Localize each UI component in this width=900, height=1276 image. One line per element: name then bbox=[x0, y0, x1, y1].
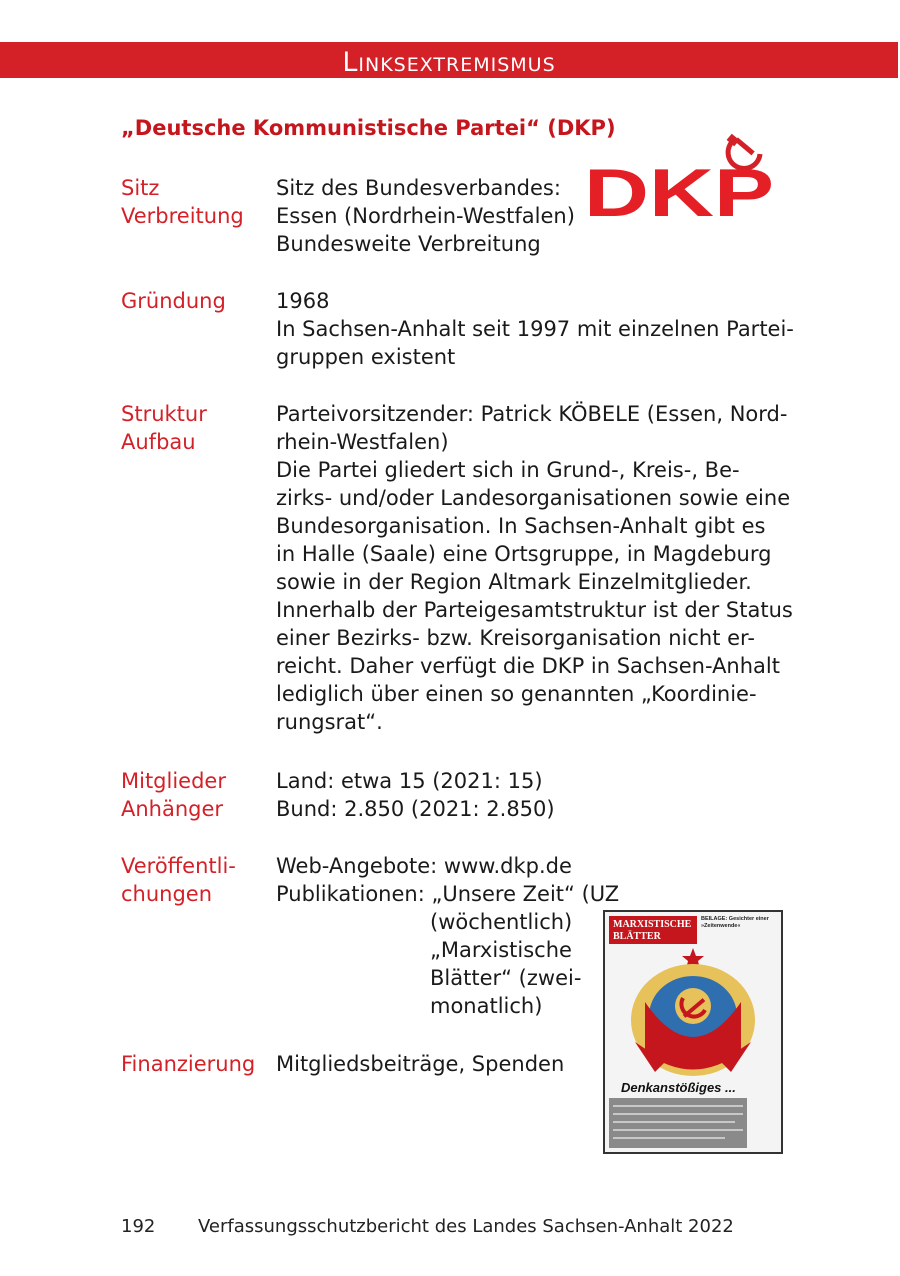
page-number: 192 bbox=[121, 1216, 156, 1237]
chapter-banner bbox=[0, 42, 898, 78]
cover-beilage: BEILAGE: Gesichter einer »Zeitenwende« bbox=[701, 916, 769, 929]
magazine-cover-art bbox=[605, 912, 781, 1152]
value-gruendung: 1968 In Sachsen-Anhalt seit 1997 mit einzelnen Partei- gruppen existent bbox=[276, 289, 794, 369]
value-mitglieder: Land: etwa 15 (2021: 15) Bund: 2.850 (2021: 2.850) bbox=[276, 769, 555, 821]
label-finanzierung: Finanzierung bbox=[121, 1052, 256, 1076]
cover-headline: Denkanstößiges ... bbox=[621, 1080, 736, 1095]
value-sitz: Sitz des Bundesverbandes: Essen (Nordrhein-Westfalen) Bundesweite Verbreitung bbox=[276, 176, 575, 256]
value-struktur: Parteivorsitzender: Patrick KÖBELE (Essen, Nord- rhein-Westfalen) Die Partei gliedert sich in Grund-, Kreis-, Be- zirks- und/oder Landesorganisationen sowie eine Bundesorganisation. In Sachsen-Anhalt gibt es in Halle (Saale) eine Ortsgruppe, in Magdeburg sowie in der Region Altmark Einzelmitglieder. Innerhalb der Parteigesamtstruktur ist der Status einer Bezirks- bzw. Kreisorganisation nicht er- reicht. Daher verfügt die DKP in Sachsen-Anhalt lediglich über einen so genannten „Koordinie- rungsrat“. bbox=[276, 402, 793, 734]
masthead-line2: BLÄTTER bbox=[613, 931, 661, 942]
label-struktur: Struktur Aufbau bbox=[121, 402, 207, 454]
label-gruendung: Gründung bbox=[121, 289, 226, 313]
value-veroeffentlichungen: Web-Angebote: www.dkp.de Publikationen: „Unsere Zeit“ (UZ bbox=[276, 854, 620, 906]
publication-details: (wöchentlich) „Marxistische Blätter“ (zwei- monatlich) bbox=[430, 910, 582, 1018]
page-title: „Deutsche Kommunistische Partei“ (DKP) bbox=[121, 116, 616, 140]
masthead-line1: MARXISTISCHE bbox=[613, 919, 692, 930]
dkp-logo bbox=[584, 124, 776, 224]
chapter-title: Linksextremismus bbox=[342, 47, 556, 78]
label-mitglieder: Mitglieder Anhänger bbox=[121, 769, 226, 821]
magazine-cover-image bbox=[603, 910, 783, 1154]
value-finanzierung: Mitgliedsbeiträge, Spenden bbox=[276, 1052, 565, 1076]
label-sitz: Sitz Verbreitung bbox=[121, 176, 244, 228]
footer-text: Verfassungsschutzbericht des Landes Sachsen-Anhalt 2022 bbox=[198, 1216, 734, 1237]
logo-text: DKP bbox=[584, 155, 774, 224]
label-veroeffentlichungen: Veröffentli- chungen bbox=[121, 854, 236, 906]
